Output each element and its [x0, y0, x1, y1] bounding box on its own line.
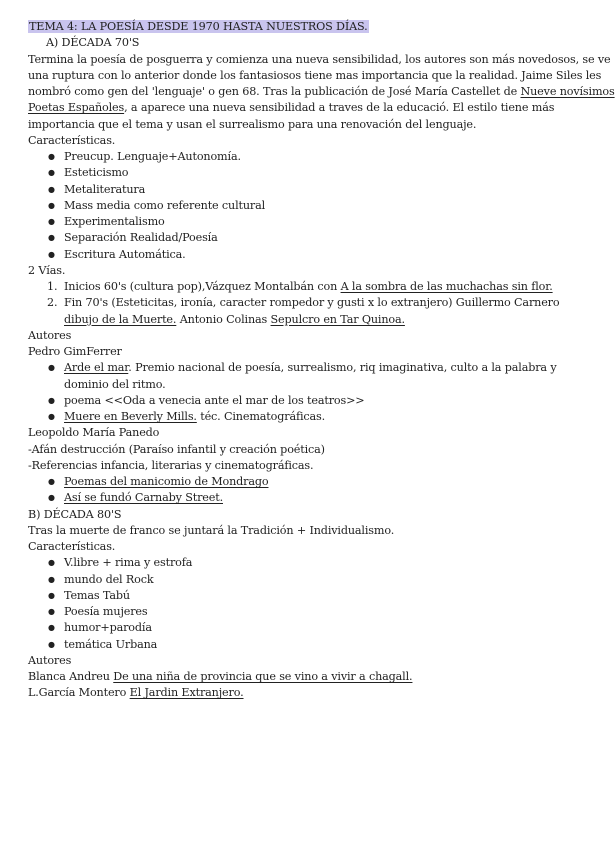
list-item: ● Experimentalismo — [28, 214, 578, 230]
list-item: ● Metaliteratura — [28, 182, 578, 198]
intro-line-4 — [28, 100, 578, 116]
arde-el-mar-work: Arde el mar — [64, 361, 129, 375]
panero-work: Así se fundó Carnaby Street. — [64, 491, 223, 505]
title-line — [28, 19, 578, 35]
beverly-mills-work: Muere en Beverly Mills. — [64, 410, 197, 423]
panero-note-1: -Afán destrucción (Paraíso infantil y creación poética) — [28, 442, 325, 456]
list-item: ● mundo del Rock — [28, 572, 578, 588]
gimferrer-list — [28, 360, 578, 425]
list-number: 2. — [47, 296, 58, 310]
list-item — [28, 360, 578, 393]
via-item-1 — [28, 279, 578, 295]
intro-line-5: importancia que el tema y usan el surrealismo para una renovación del lenguaje. — [28, 117, 477, 131]
autores-label-70: Autores — [28, 328, 72, 342]
via-2-mid: Antonio Colinas — [176, 312, 271, 326]
via-1-text: Inicios 60's (cultura pop),Vázquez Montalbán con — [64, 280, 341, 293]
andreu-work: De una niña de provincia que se vino a vivir a chagall. — [113, 670, 413, 683]
vias-label: 2 Vías. — [28, 263, 66, 277]
page-title: TEMA 4: LA POESÍA DESDE 1970 HASTA NUESTROS DÍAS. — [29, 20, 368, 33]
author-garcia-montero — [28, 685, 578, 701]
vias-list — [28, 279, 578, 328]
list-item: ● Separación Realidad/Poesía — [28, 230, 578, 246]
intro-line-4-text: , a aparece una nueva sensibilidad a traves de la educació. El estilo tiene más — [124, 101, 555, 115]
author-name: L.García Montero — [28, 686, 130, 700]
section-b-heading: B) DÉCADA 80'S — [28, 507, 122, 521]
intro-line-3-text: nombró como gen del 'lenguaje' o gen 68. Tras la publicación de José María Castellet de — [28, 85, 521, 98]
features-80-list — [28, 555, 578, 653]
caracteristicas-label-80: Características. — [28, 540, 116, 553]
list-item: ● Mass media como referente cultural — [28, 198, 578, 214]
panero-works-list — [28, 474, 578, 507]
via-item-2 — [28, 295, 578, 328]
author-andreu — [28, 669, 578, 685]
garcia-montero-work: El Jardin Extranjero. — [129, 686, 244, 700]
list-item: ● Esteticismo — [28, 165, 578, 181]
colinas-work: Sepulcro en Tar Quinoa. — [270, 312, 405, 326]
intro-line-2: una ruptura con lo anterior donde los fantasiosos tiene mas importancia que la realidad. Jaime Siles les — [28, 68, 602, 82]
list-item: ● V.libre + rima y estrofa — [28, 555, 578, 571]
author-gimferrer: Pedro GimFerrer — [28, 345, 122, 358]
list-item: ● temática Urbana — [28, 637, 578, 653]
section-b-intro: Tras la muerte de franco se juntará la Tradición + Individualismo. — [28, 523, 395, 537]
list-number: 1. — [47, 280, 58, 293]
list-item-text: poema <<Oda a venecia ante el mar de los teatros>> — [64, 393, 365, 407]
author-panero: Leopoldo María Panedo — [28, 426, 160, 440]
list-item — [28, 409, 578, 425]
panero-note-2: -Referencias infancia, literarias y cinematográficas. — [28, 458, 314, 472]
caracteristicas-label-70: Características. — [28, 133, 116, 147]
list-item: ● humor+parodía — [28, 620, 578, 636]
intro-line-3 — [28, 84, 615, 100]
features-70-list — [28, 149, 578, 263]
intro-paragraph — [28, 52, 615, 133]
panero-work: Poemas del manicomio de Mondrago — [64, 475, 269, 488]
list-item-text: . Premio nacional de poesía, surrealismo, riq imaginativa, culto a la palabra y dominio del ritmo. — [64, 361, 557, 391]
list-item-text: téc. Cinematográficas. — [196, 410, 326, 423]
list-item: ● Preucup. Lenguaje+Autonomía. — [28, 149, 578, 165]
list-item: ● Poesía mujeres — [28, 604, 578, 620]
novisimos-link-part2: Poetas Españoles — [28, 101, 125, 115]
via-1-work: A la sombra de las muchachas sin flor. — [340, 280, 553, 293]
list-item — [28, 474, 578, 490]
list-item: ● Temas Tabú — [28, 588, 578, 604]
autores-label-80: Autores — [28, 653, 72, 667]
novisimos-link-part1: Nueve novísimos — [520, 85, 615, 98]
via-2-text: Fin 70's (Esteticitas, ironía, caracter rompedor y gusti x lo extranjero) Guillermo Carnero — [64, 296, 560, 310]
list-item: ● Escritura Automática. — [28, 247, 578, 263]
author-name: Blanca Andreu — [28, 670, 114, 683]
carnero-work: dibujo de la Muerte. — [64, 312, 177, 326]
section-a-heading: A) DÉCADA 70'S — [46, 36, 140, 50]
document-body — [28, 19, 615, 702]
list-item — [28, 393, 578, 409]
list-item — [28, 490, 578, 506]
intro-line-1: Termina la poesía de posguerra y comienza una nueva sensibilidad, los autores son más novedosos, se ve — [28, 52, 611, 66]
